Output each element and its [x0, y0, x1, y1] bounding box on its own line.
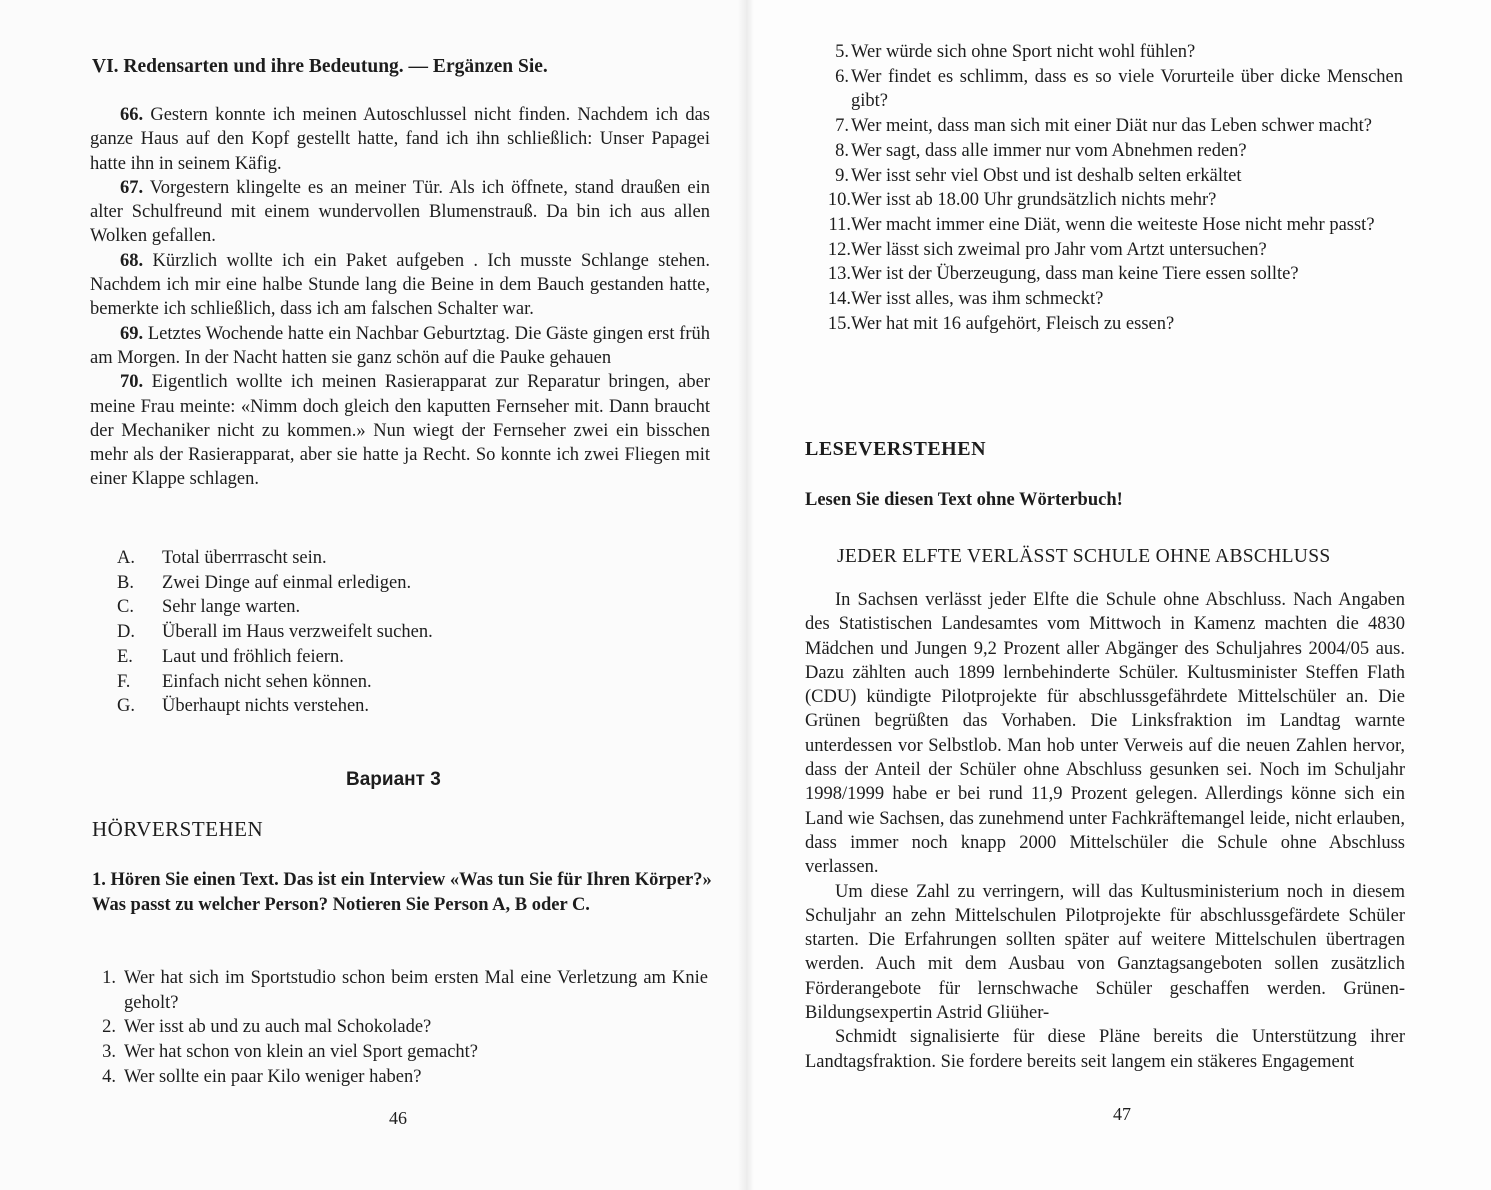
question-item: [88, 966, 708, 1015]
variant-title: Вариант 3: [346, 769, 441, 790]
question-text: Wer isst ab 18.00 Uhr grundsätzlich nichts mehr?: [851, 190, 1217, 211]
question-text: Wer würde sich ohne Sport nicht wohl fühlen?: [851, 42, 1196, 62]
article-paragraph: Schmidt signalisierte für diese Pläne bereits die Unterstützung ihrer Landtagsfraktion. Sie fordere bereits seit langem ein stäkeres Engagement: [805, 1027, 1405, 1072]
paragraph-67: [90, 176, 710, 249]
section-vi-title: VI. Redensarten und ihre Bedeutung. — Ergänzen Sie.: [92, 56, 548, 77]
question-number: 12.: [827, 239, 851, 260]
paragraph-text: Kürzlich wollte ich ein Paket aufgeben . Ich musste Schlange stehen. Nachdem ich mir eine halbe Stunde lang die Beine in dem Bauch gestanden hatte, bemerkte ich schließlich, dass ich am falschen Schalter war.: [90, 250, 711, 320]
question-text: Wer hat sich im Sportstudio schon beim ersten Mal eine Verletzung am Knie geholt?: [124, 968, 708, 1013]
question-item: [823, 65, 1403, 114]
question-text: Wer ist der Überzeugung, dass man keine Tiere essen sollte?: [851, 264, 1299, 285]
questions-5-15: [823, 40, 1403, 336]
question-text: Wer isst sehr viel Obst und ist deshalb selten erkältet: [851, 165, 1242, 186]
paragraph-number: 68.: [120, 250, 144, 271]
question-text: Wer findet es schlimm, dass es so viele Vorurteile über dicke Menschen gibt?: [851, 66, 1403, 112]
questions-1-4: [88, 966, 708, 1090]
question-item: [823, 262, 1403, 287]
listening-section-title: HÖRVERSTEHEN: [92, 817, 264, 841]
reading-instruction: Lesen Sie diesen Text ohne Wörterbuch!: [805, 490, 1123, 510]
question-number: 13.: [827, 264, 851, 285]
question-number: 6.: [835, 66, 849, 87]
question-text: Wer hat schon von klein an viel Sport gemacht?: [124, 1042, 479, 1063]
option-text: Sehr lange warten.: [162, 597, 301, 618]
paragraph-number: 66.: [120, 105, 144, 125]
question-text: Wer sollte ein paar Kilo weniger haben?: [124, 1066, 422, 1087]
option-letter: F.: [117, 671, 131, 692]
question-item: [823, 238, 1403, 263]
option-letter: B.: [117, 572, 134, 593]
question-text: Wer hat mit 16 aufgehört, Fleisch zu essen?: [851, 313, 1175, 334]
paragraph-number: 70.: [120, 372, 144, 393]
question-item: [823, 213, 1403, 238]
option-item: [90, 620, 690, 645]
question-number: 2.: [102, 1017, 116, 1038]
question-number: 14.: [827, 289, 851, 310]
task-1-subinstruction: Was passt zu welcher Person? Notieren Sie Person A, B oder C.: [92, 895, 590, 915]
question-item: [823, 188, 1403, 213]
option-text: Zwei Dinge auf einmal erledigen.: [162, 572, 412, 593]
question-item: [823, 40, 1403, 65]
question-number: 11.: [828, 214, 851, 235]
idiom-paragraphs: [90, 103, 710, 492]
option-item: [90, 571, 690, 596]
meaning-options: [90, 546, 690, 719]
question-number: 3.: [102, 1042, 116, 1063]
paragraph-66: [90, 103, 710, 176]
option-item: [90, 595, 690, 620]
option-item: [90, 694, 690, 719]
paragraph-text: Eigentlich wollte ich meinen Rasierapparat zur Reparatur bringen, aber meine Frau meinte: «Nimm doch gleich den kaputten Fernseher mit. Dann braucht der Mechaniker nicht zu kommen.» Nun wiegt der Fernseher zwei ein bisschen mehr als der Rasierapparat, aber sie hatte ja Recht. So konnte ich zwei Fliegen mit einer Klappe schlagen.: [90, 372, 710, 490]
question-number: 15.: [827, 313, 851, 334]
question-text: Wer meint, dass man sich mit einer Diät nur das Leben schwer macht?: [851, 116, 1372, 137]
option-text: Überhaupt nichts verstehen.: [162, 696, 370, 717]
question-item: [823, 312, 1403, 337]
paragraph-text: Vorgestern klingelte es an meiner Tür. Als ich öffnete, stand draußen ein alter Schulfreund mit einem wundervollen Blumenstrauß. Da bin ich aus allen Wolken gefallen.: [90, 177, 710, 247]
right-page: [745, 0, 1491, 1190]
paragraph-68: [90, 249, 710, 322]
option-text: Einfach nicht sehen können.: [162, 671, 372, 692]
question-item: [823, 114, 1403, 139]
question-item: [823, 139, 1403, 164]
article-paragraph: In Sachsen verlässt jeder Elfte die Schule ohne Abschluss. Nach Angaben des Statistischen Landesamtes vom Mittwoch in Kamenz machten die 4830 Mädchen und Jungen 9,2 Prozent aller Abgänger des Schuljahres 2004/05 aus. Dazu zählten auch 1899 lernbehinderte Schüler. Kultusminister Steffen Flath (CDU) kündigte Pilotprojekte für abschlussgefährdete Mittelschüler an. Die Grünen begrüßten das Vorhaben. Die Linksfraktion im Landtag warnte unterdessen vor Selbstlob. Man hob unter Verweis auf die neuen Zahlen hervor, dass der Anteil der Schüler ohne Abschluss gesunken sei. Noch im Schuljahr 1998/1999 habe er bei rund 11,9 Prozent gelegen. Allerdings könne sich ein Land wie Sachsen, das zunehmend unter Fachkräftemangel leide, nicht erlauben, dass immer noch knapp 2000 Mittelschüler die Schule ohne Abschluss verlassen.: [805, 590, 1405, 878]
question-number: 4.: [102, 1066, 116, 1087]
question-item: [823, 287, 1403, 312]
article-body: [805, 588, 1405, 1074]
book-gutter: [738, 0, 754, 1190]
option-text: Laut und fröhlich feiern.: [162, 646, 344, 667]
question-text: Wer isst ab und zu auch mal Schokolade?: [124, 1017, 432, 1038]
question-number: 5.: [835, 42, 849, 62]
task-1-instruction: 1. Hören Sie einen Text. Das ist ein Interview «Was tun Sie für Ihren Körper?»: [92, 870, 712, 890]
option-letter: D.: [117, 622, 135, 643]
option-letter: C.: [117, 597, 134, 618]
option-item: [90, 670, 690, 695]
paragraph-text: Letztes Wochende hatte ein Nachbar Geburtztag. Die Gäste gingen erst früh am Morgen. In der Nacht hatten sie ganz schön auf die Pauke gehauen: [90, 323, 710, 368]
left-page: [0, 0, 745, 1190]
question-item: [88, 1040, 708, 1065]
paragraph-number: 67.: [120, 177, 144, 198]
option-letter: E.: [117, 646, 133, 667]
paragraph-70: [90, 370, 710, 491]
option-text: Überall im Haus verzweifelt suchen.: [162, 622, 433, 643]
question-text: Wer sagt, dass alle immer nur vom Abnehmen reden?: [851, 140, 1247, 161]
option-letter: A.: [117, 548, 135, 568]
option-item: [90, 645, 690, 670]
question-item: [88, 1015, 708, 1040]
paragraph-number: 69.: [120, 323, 144, 344]
page-number: 47: [1113, 1104, 1131, 1124]
page-number: 46: [389, 1108, 407, 1128]
question-number: 7.: [835, 116, 849, 137]
question-number: 1.: [102, 968, 116, 988]
paragraph-text: Gestern konnte ich meinen Autoschlussel nicht finden. Nachdem ich das ganze Haus auf den Kopf gestellt hatte, fand ich ihn schließlich: Unser Papagei hatte ihn in seinem Käfig.: [90, 105, 710, 174]
article-title: JEDER ELFTE VERLÄSST SCHULE OHNE ABSCHLUSS: [837, 546, 1331, 567]
task-1-heading: [92, 868, 712, 918]
question-number: 8.: [835, 140, 849, 161]
question-item: [88, 1065, 708, 1090]
option-item: [90, 546, 690, 571]
paragraph-69: [90, 322, 710, 371]
reading-section-title: LESEVERSTEHEN: [805, 438, 987, 460]
question-item: [823, 164, 1403, 189]
option-text: Total überrrascht sein.: [162, 548, 327, 568]
option-letter: G.: [117, 696, 135, 717]
question-text: Wer macht immer eine Diät, wenn die weiteste Hose nicht mehr passt?: [851, 214, 1375, 235]
question-text: Wer lässt sich zweimal pro Jahr vom Artzt untersuchen?: [851, 239, 1267, 260]
question-number: 10.: [827, 190, 851, 211]
question-number: 9.: [835, 165, 849, 186]
article-paragraph: Um diese Zahl zu verringern, will das Kultusministerium noch in diesem Schuljahr an zehn Mittelschulen Pilotprojekte für abschlussgefärdete Schüler starten. Die Erfahrungen sollten später auf weitere Mittelschulen übertragen werden. Auch mit dem Ausbau von Ganztagsangeboten sollen zusätzlich Förderangebote für lernschwache Schüler geschaffen werden. Grünen-Bildungsexpertin Astrid Gliüher-: [805, 881, 1405, 1024]
question-text: Wer isst alles, was ihm schmeckt?: [851, 289, 1104, 310]
